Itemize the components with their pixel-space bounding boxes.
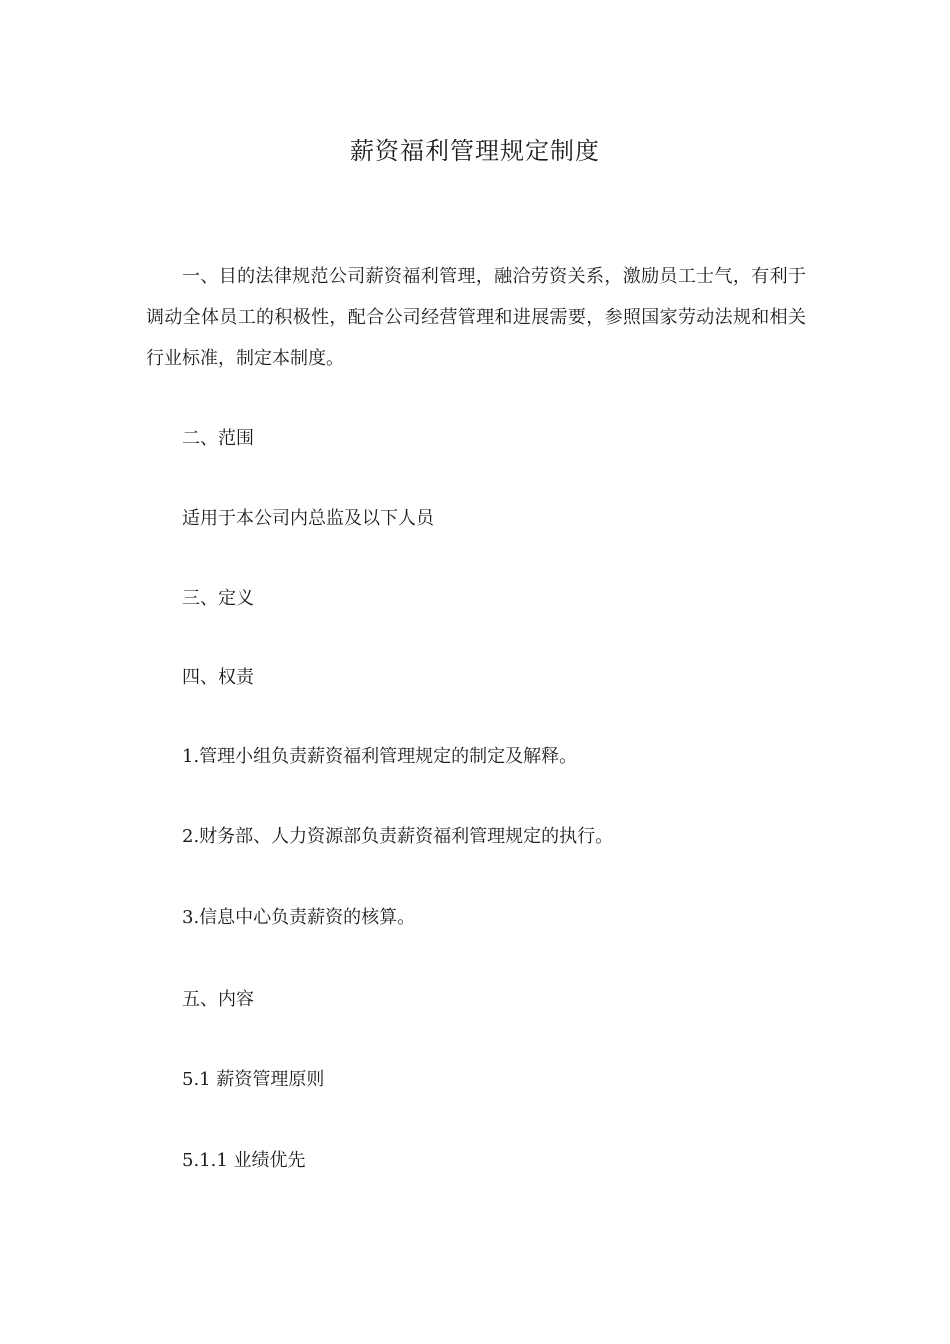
content-heading: 五、内容 <box>182 989 254 1010</box>
responsibility-item-1: 1.管理小组负责薪资福利管理规定的制定及解释。 <box>182 746 578 767</box>
section-5-1-1-heading: 5.1.1 业绩优先 <box>182 1150 306 1171</box>
responsibility-item-2: 2.财务部、人力资源部负责薪资福利管理规定的执行。 <box>182 826 614 847</box>
scope-text: 适用于本公司内总监及以下人员 <box>182 508 434 529</box>
purpose-paragraph: 一、目的法律规范公司薪资福利管理，融洽劳资关系，激励员工士气，有利于调动全体员工的积极性，配合公司经营管理和进展需要，参照国家劳动法规和相关行业标准，制定本制度。 <box>146 266 806 369</box>
scope-heading: 二、范围 <box>182 428 254 449</box>
definition-heading: 三、定义 <box>182 588 254 609</box>
responsibility-heading: 四、权责 <box>182 667 254 688</box>
section-5-1-heading: 5.1 薪资管理原则 <box>182 1069 325 1090</box>
responsibility-item-3: 3.信息中心负责薪资的核算。 <box>182 907 416 928</box>
document-title: 薪资福利管理规定制度 <box>350 137 600 165</box>
